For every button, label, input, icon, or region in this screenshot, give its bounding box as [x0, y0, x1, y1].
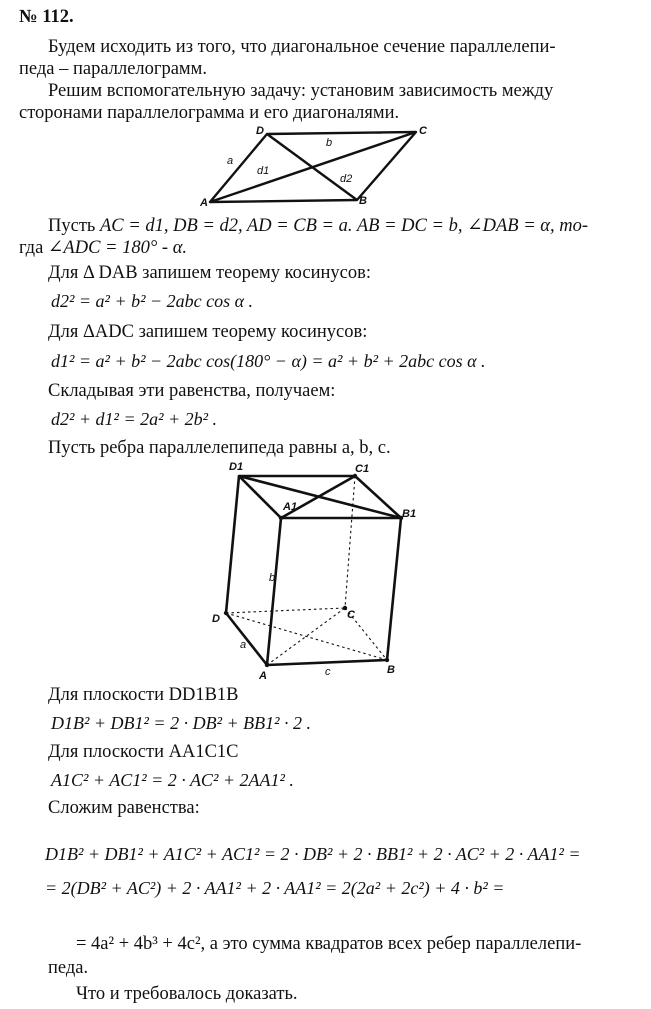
vertex-A-label: A	[259, 670, 267, 682]
sum1-formula: d2² + d1² = 2a² + 2b² .	[51, 409, 218, 429]
vertex-A1-label: A1	[283, 501, 298, 513]
plane2-formula: A1C² + AC1² = 2 · AC² + 2AA1² .	[51, 770, 294, 790]
vertex-D1-label: D1	[229, 461, 244, 473]
conclusion: Что и требовалось доказать.	[76, 984, 298, 1004]
vertex-B-label: B	[359, 195, 367, 207]
edge-DA	[226, 613, 267, 665]
vertex-B1-label: B1	[402, 508, 417, 520]
diagonal-d2	[267, 134, 357, 200]
parallelogram-figure	[195, 122, 445, 208]
setup-angle: ∠ADC = 180° - α.	[43, 238, 188, 258]
vertex-D-label: D	[256, 125, 264, 137]
plane2-label: Для плоскости AA1C1C	[48, 742, 239, 762]
vertex-A-label: A	[200, 197, 208, 208]
combine-formula-line-1: D1B² + DB1² + A1C² + AC1² = 2 · DB² + 2 · BB1² + 2 · AC² + 2 · AA1² =	[45, 844, 581, 864]
setup-definitions: AC = d1, DB = d2, AD = CB = a. AB = DC = b, ∠DAB = α, то-	[95, 216, 589, 236]
setup-line-1	[48, 215, 588, 237]
problem-number: № 112.	[19, 7, 74, 27]
intro-line-2: педа – параллелограмм.	[19, 59, 207, 79]
diagonal-d1-label: d1	[257, 165, 270, 177]
vertex-B-label: B	[387, 664, 395, 676]
combine-label: Сложим равенства:	[48, 798, 200, 818]
cosine2-formula: d1² = a² + b² − 2abc cos(180° − α) = a² + b² + 2abc cos α .	[51, 351, 486, 371]
edge-B1B	[387, 518, 401, 660]
vertex-C-label: C	[347, 609, 355, 621]
plane1-label: Для плоскости DD1B1B	[48, 685, 239, 705]
combine-formula-line-2: = 2(DB² + AC²) + 2 · AA1² + 2 · AA1² = 2(2a² + 2c²) + 4 · b² =	[45, 878, 505, 898]
setup-prefix-2: гда	[19, 238, 44, 258]
intro-line-1: Будем исходить из того, что диагональное сечение параллелепи-	[48, 37, 556, 57]
edge-c-label: c	[325, 666, 331, 678]
result-line-2: педа.	[48, 958, 89, 978]
intro-line-4: сторонами параллелограмма и его диагоналями.	[19, 103, 400, 123]
edge-AB	[267, 660, 387, 665]
diagonal-d2-label: d2	[340, 173, 353, 185]
setup-prefix: Пусть	[48, 216, 96, 236]
hidden-edge-C1C	[345, 476, 355, 608]
result-line-1: = 4a² + 4b³ + 4c², а это сумма квадратов всех ребер параллелепи-	[76, 934, 582, 954]
plane1-formula: D1B² + DB1² = 2 · DB² + BB1² · 2 .	[51, 713, 311, 733]
edge-a-label: a	[240, 639, 247, 651]
diagonal-DB	[226, 613, 387, 660]
edges-statement: Пусть ребра параллелепипеда равны a, b, c.	[48, 438, 391, 458]
vertex-C1-label: C1	[355, 463, 370, 475]
intro-line-3: Решим вспомогательную задачу: установим зависимость между	[48, 81, 554, 101]
parallelepiped-figure	[205, 458, 420, 684]
cosine2-label: Для ΔADC запишем теорему косинусов:	[48, 322, 368, 342]
edge-a-label: a	[227, 155, 234, 167]
cosine1-formula: d2² = a² + b² − 2abc cos α .	[51, 291, 254, 311]
cosine1-label: Для Δ DAB запишем теорему косинусов:	[48, 263, 371, 283]
setup-line-2	[19, 237, 187, 259]
sum1-label: Складывая эти равенства, получаем:	[48, 381, 336, 401]
vertex-C-label: C	[419, 125, 427, 137]
edge-D1D	[226, 476, 239, 613]
edge-b-label: b	[326, 137, 333, 149]
edge-A1A	[267, 518, 281, 665]
vertex-D-label: D	[212, 613, 220, 625]
hidden-edge-DC	[226, 608, 345, 613]
edge-b-label: b	[269, 572, 276, 584]
